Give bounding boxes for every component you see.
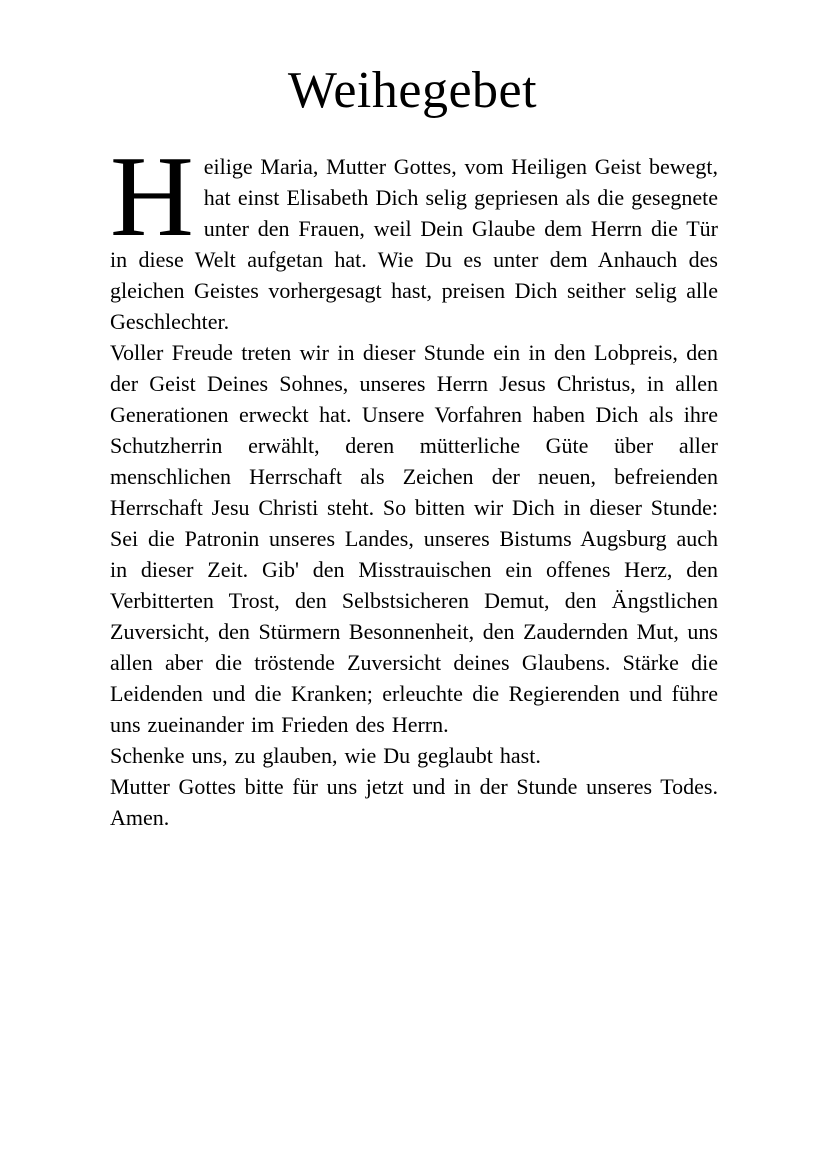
drop-cap-letter: H	[110, 133, 194, 262]
paragraph-petitions: Voller Freude treten wir in dieser Stunde ein in den Lobpreis, den der Geist Deines Sohnes, unseres Herrn Jesus Christus, in allen Generationen erweckt hat. Unsere Vorfahren haben Dich als ihre Schutzherrin erwählt, deren mütterliche Güte über aller menschlichen Herrschaft als Zeichen der neuen, befreienden Herrschaft Jesu Christi steht. So bitten wir Dich in dieser Stunde: Sei die Patronin unseres Landes, unseres Bistums Augsburg auch in dieser Zeit. Gib' den Misstrauischen ein offenes Herz, den Verbitterten Trost, den Selbstsicheren Demut, den Ängstlichen Zuversicht, den Stürmern Besonnenheit, den Zaudernden Mut, uns allen aber die tröstende Zuversicht deines Glaubens. Stärke die Leidenden und die Kranken; erleuchte die Regierenden und führe uns zueinander im Frieden des Herrn.	[110, 340, 718, 738]
paragraph-schenke: Schenke uns, zu glauben, wie Du geglaubt hast.	[110, 743, 541, 769]
page-title: Weihegebet	[287, 62, 538, 119]
paragraph-closing: Mutter Gottes bitte für uns jetzt und in der Stunde unseres Todes. Amen.	[110, 774, 718, 831]
paragraph-opening	[110, 133, 718, 337]
prayer-text	[110, 133, 718, 833]
paragraph-opening-text: eilige Maria, Mutter Gottes, vom Heiligen Geist bewegt, hat einst Elisabeth Dich selig gepriesen als die gesegnete unter den Frauen, weil Dein Glaube dem Herrn die Tür in diese Welt aufgetan hat. Wie Du es unter dem Anhauch des gleichen Geistes vorhergesagt hast, preisen Dich seither selig alle Geschlechter.	[110, 154, 718, 335]
